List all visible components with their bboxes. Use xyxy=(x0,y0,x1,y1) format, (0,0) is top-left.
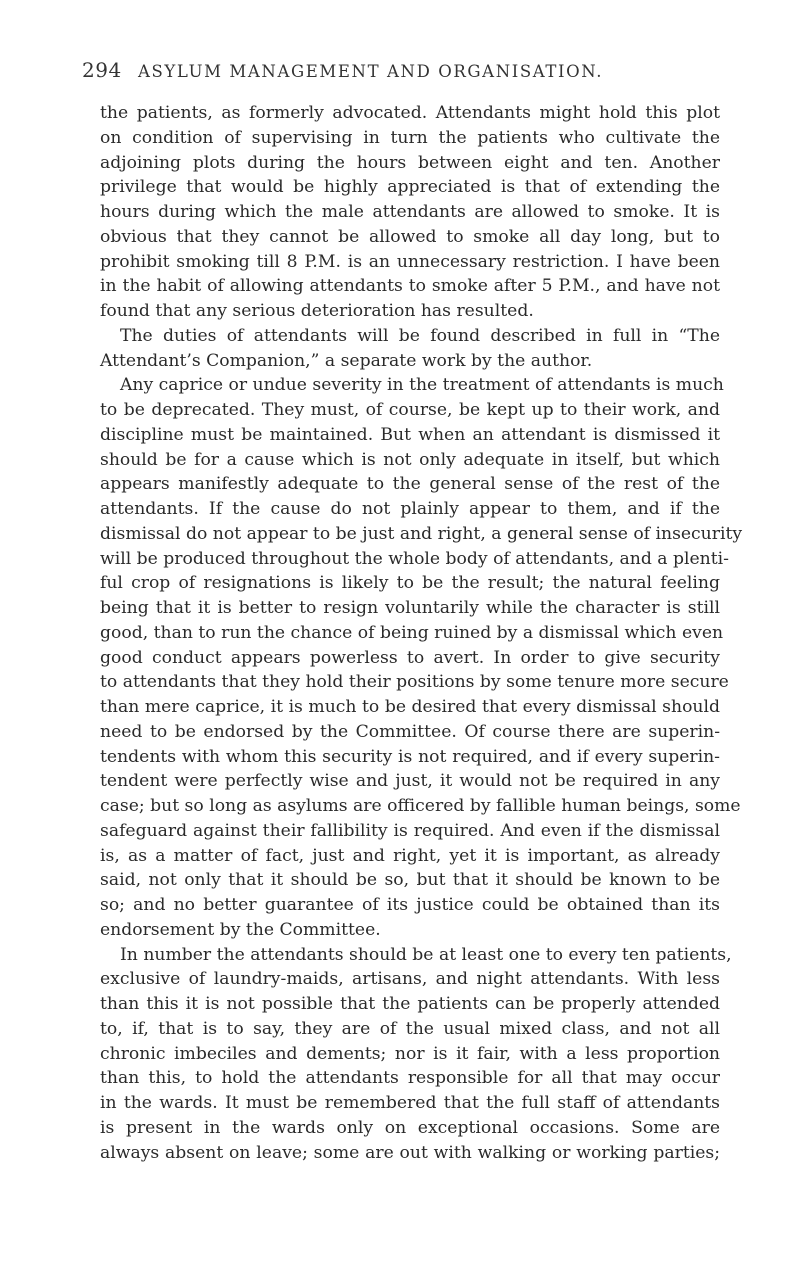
text-line: should be for a cause which is not only adequate in itself, but which xyxy=(100,449,720,470)
text-line: tendents with whom this security is not required, and if every superin- xyxy=(100,746,720,767)
text-line: said, not only that it should be so, but that it should be known to be xyxy=(100,870,720,891)
text-line: Attendant’s Companion,” a separate work by the author. xyxy=(100,350,593,371)
text-line: dismissal do not appear to be just and right, a general sense of insecurity xyxy=(100,523,743,544)
text-line: hours during which the male attendants are allowed to smoke. It is xyxy=(100,202,720,222)
page-header xyxy=(82,58,722,88)
text-line: in the wards. It must be remembered that the full staff of attendants xyxy=(100,1093,720,1113)
text-line: the patients, as formerly advocated. Attendants might hold this plot xyxy=(100,103,720,123)
text-line: safeguard against their fallibility is required. And even if the dismissal xyxy=(100,820,720,841)
text-line: always absent on leave; some are out with walking or working parties; xyxy=(100,1142,720,1163)
text-line: discipline must be maintained. But when an attendant is dismissed it xyxy=(100,424,720,445)
text-line: case; but so long as asylums are officered by fallible human beings, some xyxy=(100,796,741,816)
text-line: is, as a matter of fact, just and right, yet it is important, as already xyxy=(100,845,720,866)
text-line: tendent were perfectly wise and just, it would not be required in any xyxy=(100,771,720,792)
text-line: to attendants that they hold their positions by some tenure more secure xyxy=(100,672,729,693)
body-text xyxy=(100,101,743,1165)
text-line: need to be endorsed by the Committee. Of course there are superin- xyxy=(100,721,720,742)
text-line: privilege that would be highly appreciated is that of extending the xyxy=(100,177,720,198)
running-head: ASYLUM MANAGEMENT AND ORGANISATION. xyxy=(138,62,604,81)
text-line: appears manifestly adequate to the general sense of the rest of the xyxy=(100,474,720,495)
text-line: chronic imbeciles and dements; nor is it fair, with a less proportion xyxy=(100,1043,720,1064)
text-line: prohibit smoking till 8 P.M. is an unnecessary restriction. I have been xyxy=(100,251,720,272)
text-line: ful crop of resignations is likely to be the result; the natural feeling xyxy=(100,573,720,594)
text-line: attendants. If the cause do not plainly appear to them, and if the xyxy=(100,499,720,519)
text-line: being that it is better to resign voluntarily while the character is still xyxy=(100,598,720,618)
page-number: 294 xyxy=(82,58,122,82)
text-line: on condition of supervising in turn the patients who cultivate the xyxy=(100,127,720,148)
text-line: than mere caprice, it is much to be desired that every dismissal should xyxy=(100,697,720,717)
text-line: found that any serious deterioration has resulted. xyxy=(100,301,534,321)
text-line: to be deprecated. They must, of course, be kept up to their work, and xyxy=(100,400,720,420)
text-line: good conduct appears powerless to avert. In order to give security xyxy=(100,647,720,668)
text-line: adjoining plots during the hours between eight and ten. Another xyxy=(100,152,720,173)
text-line: is present in the wards only on exceptional occasions. Some are xyxy=(100,1117,720,1138)
text-line: to, if, that is to say, they are of the usual mixed class, and not all xyxy=(100,1018,720,1039)
text-line: obvious that they cannot be allowed to smoke all day long, but to xyxy=(100,226,720,247)
text-line: than this, to hold the attendants responsible for all that may occur xyxy=(100,1068,720,1089)
text-line: The duties of attendants will be found described in full in “The xyxy=(120,325,720,346)
text-line: will be produced throughout the whole body of attendants, and a plenti- xyxy=(100,548,729,569)
text-line: good, than to run the chance of being ruined by a dismissal which even xyxy=(100,622,724,643)
text-line: endorsement by the Committee. xyxy=(100,919,381,940)
text-line: exclusive of laundry-maids, artisans, and night attendants. With less xyxy=(100,969,720,990)
text-line: Any caprice or undue severity in the treatment of attendants is much xyxy=(120,375,724,396)
text-line: In number the attendants should be at least one to every ten patients, xyxy=(120,944,732,965)
text-line: so; and no better guarantee of its justice could be obtained than its xyxy=(100,895,720,915)
text-line: in the habit of allowing attendants to smoke after 5 P.M., and have not xyxy=(100,276,720,297)
text-line: than this it is not possible that the patients can be properly attended xyxy=(100,994,720,1014)
